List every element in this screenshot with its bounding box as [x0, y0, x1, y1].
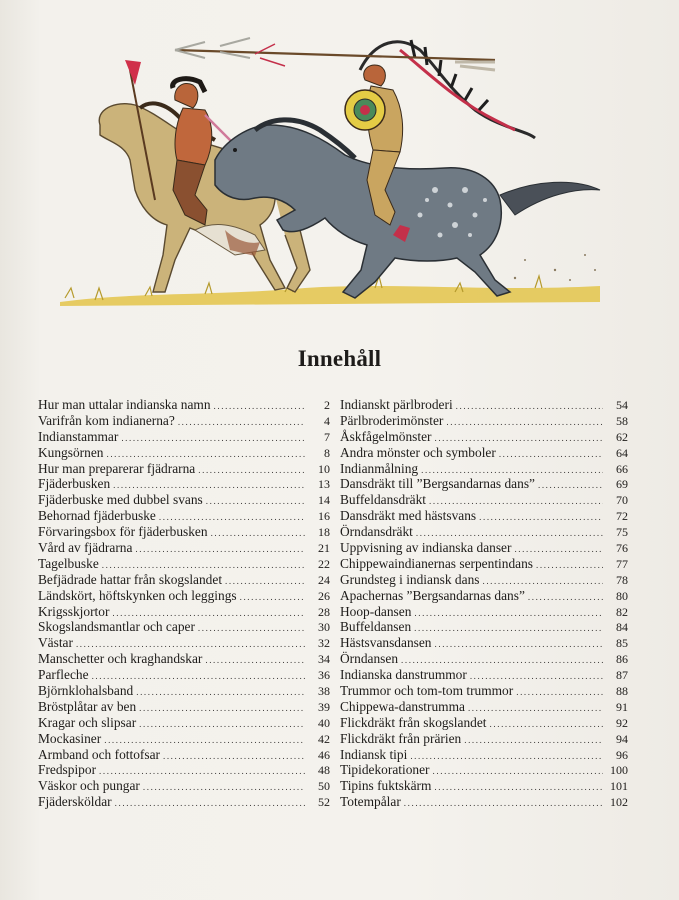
toc-leader-dots — [139, 701, 305, 717]
toc-leader-dots — [414, 606, 603, 622]
toc-entry — [38, 476, 330, 492]
toc-entry — [340, 524, 628, 540]
toc-leader-dots — [446, 415, 603, 431]
toc-entry-title: Hästsvansdansen — [340, 635, 432, 651]
toc-entry-title: Förvaringsbox för fjäderbusken — [38, 524, 208, 540]
toc-entry-title: Tipins fuktskärm — [340, 778, 432, 794]
toc-entry-page: 54 — [616, 398, 628, 412]
toc-entry-page: 24 — [318, 572, 330, 587]
toc-entry-title: Indianska danstrummor — [340, 667, 467, 683]
toc-entry-title: Chippewa-danstrumma — [340, 698, 465, 714]
toc-leader-dots — [163, 749, 305, 765]
toc-entry-title: Totempålar — [340, 794, 401, 810]
page-title: Innehåll — [297, 346, 382, 371]
toc-leader-dots — [456, 399, 603, 415]
toc-entry-title: Åskfågelmönster — [340, 428, 432, 444]
toc-entry-title: Örndansen — [340, 651, 399, 667]
toc-entry — [38, 524, 330, 540]
toc-leader-dots — [143, 780, 305, 796]
toc-entry-title: Buffeldansen — [340, 619, 412, 635]
toc-leader-dots — [410, 749, 603, 765]
toc-leader-dots — [206, 494, 305, 510]
toc-entry — [38, 604, 330, 620]
toc-entry — [340, 445, 628, 461]
toc-entry-page: 22 — [318, 556, 330, 571]
toc-leader-dots — [479, 510, 603, 526]
toc-leader-dots — [135, 542, 305, 558]
toc-entry-page: 39 — [318, 699, 330, 714]
toc-entry-title: Tipidekorationer — [340, 762, 430, 778]
toc-entry-title: Varifrån kom indianerna? — [38, 412, 175, 428]
toc-entry-title: Hur man uttalar indianska namn — [38, 397, 211, 412]
toc-entry-page: 101 — [610, 779, 628, 794]
toc-entry-page: 91 — [616, 699, 628, 714]
toc-leader-dots — [536, 558, 603, 574]
toc-entry — [340, 508, 628, 524]
toc-entry-title: Skogslandsmantlar och caper — [38, 619, 195, 635]
toc-entry-page: 16 — [318, 509, 330, 524]
toc-entry — [340, 762, 628, 778]
toc-entry-title: Armband och fottofsar — [38, 746, 160, 762]
toc-entry-title: Parfleche — [38, 667, 89, 683]
toc-entry — [38, 445, 330, 461]
toc-entry — [340, 747, 628, 763]
toc-entry-page: 80 — [616, 588, 628, 603]
toc-leader-dots — [414, 621, 603, 637]
toc-leader-dots — [211, 526, 305, 542]
toc-entry-title: Hoop-dansen — [340, 603, 412, 619]
toc-entry-title: Indianstammar — [38, 428, 119, 444]
toc-leader-dots — [528, 590, 603, 606]
toc-entry-title: Väskor och pungar — [38, 778, 140, 794]
toc-leader-dots — [240, 590, 305, 606]
toc-entry-title: Flickdräkt från prärien — [340, 730, 462, 746]
toc-entry-page: 13 — [318, 477, 330, 492]
toc-entry — [38, 778, 330, 794]
toc-entry — [38, 619, 330, 635]
toc-entry — [38, 492, 330, 508]
toc-entry — [38, 794, 330, 810]
toc-entry-page: 88 — [616, 684, 628, 699]
toc-entry-page: 92 — [616, 715, 628, 730]
toc-entry — [340, 556, 628, 572]
toc-leader-dots — [205, 653, 305, 669]
toc-leader-dots — [178, 415, 305, 431]
toc-entry-title: Fjädersköldar — [38, 794, 112, 810]
toc-entry-page: 72 — [616, 509, 628, 524]
toc-entry-title: Andra mönster och symboler — [340, 444, 496, 460]
toc-entry-title: Apachernas ”Bergsandarnas dans” — [340, 587, 525, 603]
toc-entry-title: Fjäderbuske med dubbel svans — [38, 492, 203, 508]
toc-entry — [340, 429, 628, 445]
toc-entry — [38, 397, 330, 413]
toc-entry-title: Behornad fjäderbuske — [38, 508, 156, 524]
toc-entry-title: Trummor och tom-tom trummor — [340, 683, 514, 699]
toc-entry — [340, 794, 628, 810]
toc-entry — [340, 667, 628, 683]
toc-leader-dots — [433, 764, 603, 780]
toc-entry-title: Bröstplåtar av ben — [38, 698, 137, 714]
toc-entry-page: 2 — [324, 398, 330, 412]
toc-entry-page: 64 — [616, 445, 628, 460]
toc-entry-page: 48 — [318, 763, 330, 778]
toc-entry — [38, 635, 330, 651]
toc-leader-dots — [435, 637, 604, 653]
toc-entry-page: 30 — [318, 620, 330, 635]
toc-entry — [38, 540, 330, 556]
toc-entry-title: Dansdräkt med hästsvans — [340, 508, 477, 524]
toc-leader-dots — [115, 796, 305, 812]
toc-entry-title: Västar — [38, 635, 73, 651]
toc-entry — [38, 429, 330, 445]
toc-entry-page: 100 — [610, 763, 628, 778]
toc-entry-page: 87 — [616, 668, 628, 683]
toc-entry-page: 28 — [318, 604, 330, 619]
toc-entry-page: 21 — [318, 541, 330, 556]
toc-entry — [340, 715, 628, 731]
toc-entry-page: 4 — [324, 413, 330, 428]
toc-entry-page: 84 — [616, 620, 628, 635]
toc-entry — [340, 731, 628, 747]
toc-entry — [340, 572, 628, 588]
toc-entry-title: Hur man preparerar fjädrarna — [38, 460, 196, 476]
toc-entry-title: Ländskört, höftskynken och leggings — [38, 587, 237, 603]
toc-entry-title: Indiansk tipi — [340, 746, 408, 762]
toc-entry — [38, 461, 330, 477]
toc-entry-page: 42 — [318, 731, 330, 746]
toc-entry — [340, 461, 628, 477]
toc-entry-page: 8 — [324, 445, 330, 460]
toc-entry-page: 10 — [318, 461, 330, 476]
toc-entry — [38, 747, 330, 763]
toc-entry-title: Dansdräkt till ”Bergsandarnas dans” — [340, 476, 535, 492]
toc-entry — [38, 699, 330, 715]
toc-entry-page: 38 — [318, 684, 330, 699]
toc-entry-title: Kragar och slipsar — [38, 714, 137, 730]
toc-entry — [38, 667, 330, 683]
toc-entry — [38, 731, 330, 747]
toc-leader-dots — [499, 447, 603, 463]
toc-entry-title: Pärlbroderimönster — [340, 412, 444, 428]
toc-entry-title: Fjäderbusken — [38, 476, 111, 492]
toc-leader-dots — [139, 717, 305, 733]
toc-leader-dots — [198, 463, 305, 479]
toc-entry-page: 26 — [318, 588, 330, 603]
toc-entry-title: Krigsskjortor — [38, 603, 110, 619]
toc-entry — [38, 651, 330, 667]
toc-entry — [340, 619, 628, 635]
toc-entry — [340, 683, 628, 699]
toc-entry — [38, 683, 330, 699]
toc-entry — [38, 556, 330, 572]
toc-leader-dots — [490, 717, 603, 733]
toc-entry — [340, 413, 628, 429]
toc-entry-title: Flickdräkt från skogslandet — [340, 714, 487, 730]
toc-entry — [340, 778, 628, 794]
toc-entry-page: 85 — [616, 636, 628, 651]
toc-entry-title: Buffeldansdräkt — [340, 492, 427, 508]
toc-entry — [38, 588, 330, 604]
toc-entry-page: 86 — [616, 652, 628, 667]
toc-entry-title: Tagelbuske — [38, 555, 99, 571]
toc-entry-page: 34 — [318, 652, 330, 667]
toc-entry-title: Uppvisning av indianska danser — [340, 540, 512, 556]
toc-entry-title: Befjädrade hattar från skogslandet — [38, 571, 223, 587]
toc-entry-title: Manschetter och kraghandskar — [38, 651, 203, 667]
toc-leader-dots — [538, 478, 603, 494]
toc-leader-dots — [434, 780, 603, 796]
toc-left-column — [38, 397, 330, 810]
toc-entry-title: Vård av fjädrarna — [38, 540, 133, 556]
toc-leader-dots — [214, 399, 305, 415]
toc-entry — [340, 397, 628, 413]
toc-entry-title: Kungsörnen — [38, 444, 104, 460]
toc-leader-dots — [468, 701, 603, 717]
toc-entry-page: 75 — [616, 525, 628, 540]
toc-entry-page: 69 — [616, 477, 628, 492]
toc-leader-dots — [136, 685, 305, 701]
toc-entry-page: 14 — [318, 493, 330, 508]
toc-entry — [340, 699, 628, 715]
toc-leader-dots — [516, 685, 603, 701]
toc-entry — [38, 762, 330, 778]
toc-entry-title: Fredspipor — [38, 762, 97, 778]
toc-entry — [340, 540, 628, 556]
toc-entry-title: Chippewaindianernas serpentindans — [340, 555, 533, 571]
toc-entry — [38, 413, 330, 429]
toc-entry — [340, 492, 628, 508]
toc-entry — [38, 715, 330, 731]
toc-right-column — [340, 397, 628, 810]
toc-entry — [340, 651, 628, 667]
toc-entry-page: 102 — [610, 795, 628, 810]
riders-illustration — [55, 30, 610, 315]
toc-entry — [340, 588, 628, 604]
toc-entry — [38, 572, 330, 588]
toc-entry-page: 7 — [324, 429, 330, 444]
toc-entry — [340, 476, 628, 492]
toc-entry-page: 50 — [318, 779, 330, 794]
toc-entry-page: 46 — [318, 747, 330, 762]
toc-entry-page: 78 — [616, 572, 628, 587]
toc-entry-page: 36 — [318, 668, 330, 683]
toc-entry-page: 62 — [616, 429, 628, 444]
toc-leader-dots — [404, 796, 603, 812]
toc-entry-page: 40 — [318, 715, 330, 730]
toc-entry-page: 94 — [616, 731, 628, 746]
toc-entry-title: Örndansdräkt — [340, 524, 413, 540]
toc-leader-dots — [225, 574, 305, 590]
toc-entry-page: 76 — [616, 541, 628, 556]
toc-entry-title: Indianskt pärlbroderi — [340, 397, 453, 412]
toc-entry-title: Indianmålning — [340, 460, 419, 476]
toc-leader-dots — [464, 733, 603, 749]
toc-entry-page: 52 — [318, 795, 330, 810]
toc-entry-page: 82 — [616, 604, 628, 619]
toc-entry-page: 32 — [318, 636, 330, 651]
toc-entry-title: Björnklohalsband — [38, 683, 134, 699]
toc-entry-title: Grundsteg i indiansk dans — [340, 571, 480, 587]
toc-entry-page: 58 — [616, 413, 628, 428]
toc-leader-dots — [198, 621, 305, 637]
toc-entry-page: 77 — [616, 556, 628, 571]
toc-entry-title: Mockasiner — [38, 730, 102, 746]
toc-entry-page: 18 — [318, 525, 330, 540]
toc-entry — [340, 604, 628, 620]
toc-leader-dots — [121, 431, 305, 447]
toc-entry — [340, 635, 628, 651]
toc-entry-page: 96 — [616, 747, 628, 762]
toc-entry-page: 66 — [616, 461, 628, 476]
toc-entry — [38, 508, 330, 524]
toc-entry-page: 70 — [616, 493, 628, 508]
